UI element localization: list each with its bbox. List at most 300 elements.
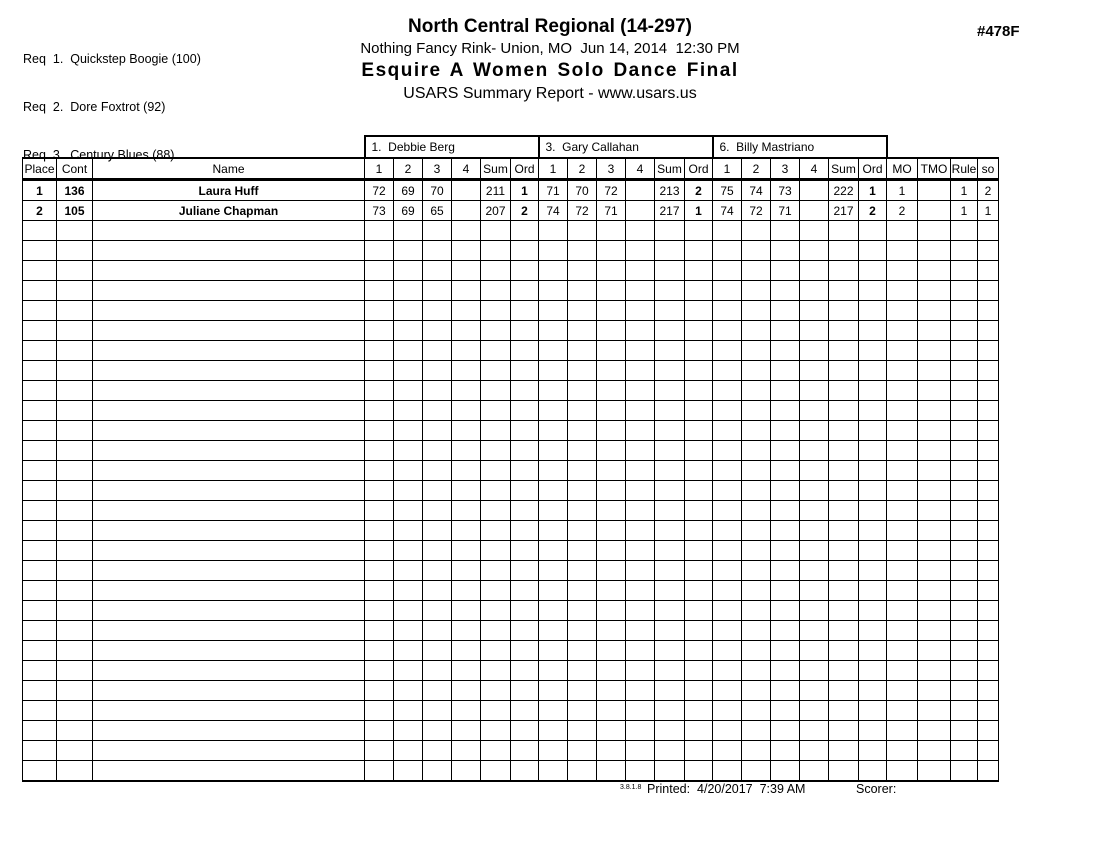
empty-cell (918, 461, 951, 481)
empty-cell (742, 501, 771, 521)
empty-cell (742, 241, 771, 261)
empty-cell (597, 521, 626, 541)
score-cell: 70 (423, 180, 452, 201)
empty-cell (23, 681, 57, 701)
empty-cell (568, 341, 597, 361)
empty-cell (23, 341, 57, 361)
empty-cell (655, 581, 685, 601)
empty-cell (859, 641, 887, 661)
empty-row (23, 341, 999, 361)
empty-cell (887, 401, 918, 421)
empty-cell (423, 281, 452, 301)
empty-cell (568, 461, 597, 481)
empty-cell (597, 221, 626, 241)
empty-cell (394, 761, 423, 782)
empty-cell (394, 381, 423, 401)
j2-mark-3-header: 3 (597, 158, 626, 180)
report-subtitle: USARS Summary Report - www.usars.us (403, 85, 697, 102)
empty-cell (713, 481, 742, 501)
score-cell: 73 (365, 201, 394, 221)
empty-cell (423, 221, 452, 241)
place-header: Place (23, 158, 57, 180)
empty-cell (685, 241, 713, 261)
empty-cell (655, 221, 685, 241)
empty-cell (597, 581, 626, 601)
empty-cell (951, 601, 978, 621)
empty-cell (452, 741, 481, 761)
empty-cell (918, 321, 951, 341)
empty-cell (57, 481, 93, 501)
empty-cell (918, 341, 951, 361)
empty-cell (887, 221, 918, 241)
empty-cell (918, 641, 951, 661)
empty-cell (742, 721, 771, 741)
empty-cell (511, 561, 539, 581)
empty-cell (771, 501, 800, 521)
empty-row (23, 581, 999, 601)
empty-row (23, 541, 999, 561)
empty-cell (918, 561, 951, 581)
empty-cell (23, 741, 57, 761)
empty-cell (887, 521, 918, 541)
empty-cell (423, 661, 452, 681)
empty-cell (452, 681, 481, 701)
empty-cell (394, 401, 423, 421)
empty-cell (742, 581, 771, 601)
empty-cell (655, 261, 685, 281)
name-cell: Laura Huff (93, 180, 365, 201)
empty-cell (978, 381, 999, 401)
skater-row (23, 201, 999, 221)
empty-cell (481, 241, 511, 261)
empty-cell (452, 361, 481, 381)
empty-cell (918, 621, 951, 641)
mo-header: MO (887, 158, 918, 180)
empty-cell (685, 541, 713, 561)
empty-cell (978, 341, 999, 361)
empty-cell (23, 281, 57, 301)
empty-cell (57, 261, 93, 281)
empty-cell (452, 561, 481, 581)
empty-cell (511, 221, 539, 241)
empty-cell (93, 721, 365, 741)
empty-cell (978, 361, 999, 381)
empty-cell (829, 521, 859, 541)
empty-cell (481, 281, 511, 301)
empty-cell (918, 501, 951, 521)
empty-cell (771, 761, 800, 782)
empty-cell (481, 721, 511, 741)
score-cell (626, 180, 655, 201)
so-header: so (978, 158, 999, 180)
empty-cell (859, 401, 887, 421)
empty-cell (713, 381, 742, 401)
empty-cell (951, 301, 978, 321)
printed-timestamp: Printed: 4/20/2017 7:39 AM (647, 782, 806, 796)
empty-cell (57, 701, 93, 721)
empty-cell (57, 421, 93, 441)
empty-cell (655, 441, 685, 461)
empty-cell (742, 481, 771, 501)
skater-row (23, 180, 999, 201)
empty-cell (859, 481, 887, 501)
empty-cell (829, 601, 859, 621)
empty-cell (859, 381, 887, 401)
empty-cell (859, 661, 887, 681)
empty-cell (859, 261, 887, 281)
empty-cell (597, 501, 626, 521)
empty-cell (742, 381, 771, 401)
empty-cell (423, 421, 452, 441)
empty-cell (23, 261, 57, 281)
empty-cell (800, 701, 829, 721)
empty-cell (57, 681, 93, 701)
rule-cell: 1 (951, 180, 978, 201)
empty-cell (452, 421, 481, 441)
empty-cell (511, 661, 539, 681)
empty-cell (365, 441, 394, 461)
empty-cell (685, 441, 713, 461)
empty-cell (539, 681, 568, 701)
empty-cell (481, 581, 511, 601)
empty-cell (951, 381, 978, 401)
cont-cell: 136 (57, 180, 93, 201)
empty-cell (978, 441, 999, 461)
empty-cell (859, 621, 887, 641)
empty-cell (568, 681, 597, 701)
empty-cell (713, 321, 742, 341)
name-cell: Juliane Chapman (93, 201, 365, 221)
score-table-body (23, 136, 999, 781)
empty-cell (93, 401, 365, 421)
j3-mark-1-header: 1 (713, 158, 742, 180)
empty-cell (771, 361, 800, 381)
empty-cell (771, 221, 800, 241)
empty-cell (655, 621, 685, 641)
empty-cell (539, 621, 568, 641)
empty-cell (626, 381, 655, 401)
empty-cell (57, 661, 93, 681)
empty-cell (713, 701, 742, 721)
empty-cell (713, 361, 742, 381)
empty-cell (713, 421, 742, 441)
empty-cell (887, 761, 918, 782)
empty-cell (859, 321, 887, 341)
empty-cell (597, 741, 626, 761)
empty-cell (511, 501, 539, 521)
empty-cell (742, 601, 771, 621)
empty-cell (481, 741, 511, 761)
empty-cell (365, 381, 394, 401)
empty-cell (597, 321, 626, 341)
empty-cell (597, 541, 626, 561)
empty-cell (771, 381, 800, 401)
empty-cell (742, 621, 771, 641)
score-cell: 71 (771, 201, 800, 221)
empty-cell (365, 461, 394, 481)
empty-row (23, 681, 999, 701)
empty-cell (655, 321, 685, 341)
empty-cell (511, 361, 539, 381)
empty-cell (568, 521, 597, 541)
empty-cell (511, 421, 539, 441)
empty-cell (511, 481, 539, 501)
empty-cell (93, 621, 365, 641)
empty-cell (57, 501, 93, 521)
empty-cell (568, 401, 597, 421)
empty-cell (859, 221, 887, 241)
rule-header: Rule (951, 158, 978, 180)
empty-cell (423, 761, 452, 782)
empty-cell (626, 581, 655, 601)
empty-cell (713, 601, 742, 621)
sum-cell: 217 (655, 201, 685, 221)
empty-row (23, 321, 999, 341)
software-version: 3.8.1.8 (620, 784, 642, 791)
empty-cell (978, 701, 999, 721)
empty-cell (423, 581, 452, 601)
empty-row (23, 461, 999, 481)
empty-cell (93, 341, 365, 361)
empty-cell (481, 301, 511, 321)
empty-cell (57, 241, 93, 261)
j3-mark-2-header: 2 (742, 158, 771, 180)
j1-mark-1-header: 1 (365, 158, 394, 180)
empty-cell (626, 261, 655, 281)
empty-cell (742, 641, 771, 661)
ord-cell: 1 (511, 180, 539, 201)
empty-cell (713, 261, 742, 281)
empty-cell (597, 621, 626, 641)
empty-cell (800, 381, 829, 401)
empty-cell (539, 601, 568, 621)
empty-cell (978, 481, 999, 501)
empty-cell (951, 261, 978, 281)
empty-cell (481, 501, 511, 521)
score-cell (800, 201, 829, 221)
empty-cell (951, 241, 978, 261)
empty-cell (597, 661, 626, 681)
empty-cell (685, 661, 713, 681)
empty-cell (365, 681, 394, 701)
empty-cell (23, 241, 57, 261)
empty-cell (685, 401, 713, 421)
empty-cell (394, 621, 423, 641)
score-cell: 72 (742, 201, 771, 221)
empty-cell (511, 681, 539, 701)
empty-cell (887, 421, 918, 441)
empty-cell (481, 421, 511, 441)
empty-cell (394, 721, 423, 741)
empty-cell (568, 721, 597, 741)
empty-cell (626, 481, 655, 501)
empty-cell (93, 361, 365, 381)
empty-cell (859, 241, 887, 261)
empty-cell (423, 641, 452, 661)
mo-cell: 1 (887, 180, 918, 201)
empty-cell (742, 701, 771, 721)
empty-row (23, 481, 999, 501)
empty-cell (800, 621, 829, 641)
empty-row (23, 441, 999, 461)
empty-cell (771, 681, 800, 701)
empty-cell (918, 541, 951, 561)
empty-cell (23, 521, 57, 541)
empty-cell (800, 421, 829, 441)
empty-cell (918, 581, 951, 601)
empty-cell (859, 601, 887, 621)
empty-cell (713, 741, 742, 761)
score-cell: 72 (597, 180, 626, 201)
empty-cell (685, 681, 713, 701)
empty-cell (626, 621, 655, 641)
empty-cell (655, 361, 685, 381)
place-cell: 1 (23, 180, 57, 201)
empty-cell (394, 221, 423, 241)
empty-cell (887, 461, 918, 481)
empty-cell (829, 481, 859, 501)
empty-cell (23, 461, 57, 481)
empty-cell (481, 441, 511, 461)
empty-cell (365, 661, 394, 681)
empty-row (23, 501, 999, 521)
empty-cell (685, 741, 713, 761)
empty-cell (23, 481, 57, 501)
empty-cell (568, 761, 597, 782)
empty-cell (655, 761, 685, 782)
empty-cell (742, 741, 771, 761)
empty-cell (511, 721, 539, 741)
empty-cell (626, 721, 655, 741)
empty-cell (57, 761, 93, 782)
empty-cell (365, 221, 394, 241)
empty-cell (918, 281, 951, 301)
empty-cell (23, 601, 57, 621)
empty-cell (365, 741, 394, 761)
empty-cell (626, 241, 655, 261)
empty-row (23, 601, 999, 621)
empty-cell (597, 261, 626, 281)
empty-cell (481, 401, 511, 421)
empty-cell (481, 641, 511, 661)
empty-cell (481, 541, 511, 561)
empty-cell (918, 221, 951, 241)
empty-cell (365, 521, 394, 541)
empty-cell (887, 281, 918, 301)
empty-cell (568, 421, 597, 441)
required-dance-3: Req 3. Century Blues (88) (23, 148, 175, 162)
column-header-row (23, 158, 999, 180)
empty-cell (951, 441, 978, 461)
empty-cell (829, 421, 859, 441)
empty-cell (951, 341, 978, 361)
empty-cell (887, 361, 918, 381)
empty-cell (481, 221, 511, 241)
empty-cell (57, 301, 93, 321)
empty-cell (511, 441, 539, 461)
empty-cell (771, 481, 800, 501)
empty-cell (597, 341, 626, 361)
empty-cell (23, 421, 57, 441)
empty-cell (93, 581, 365, 601)
empty-cell (887, 681, 918, 701)
empty-cell (713, 521, 742, 541)
empty-cell (978, 681, 999, 701)
empty-cell (978, 241, 999, 261)
empty-cell (829, 361, 859, 381)
empty-cell (511, 581, 539, 601)
rule-cell: 1 (951, 201, 978, 221)
empty-cell (829, 461, 859, 481)
ord-cell: 1 (859, 180, 887, 201)
empty-cell (57, 561, 93, 581)
empty-cell (597, 421, 626, 441)
place-cell: 2 (23, 201, 57, 221)
empty-cell (93, 321, 365, 341)
empty-cell (951, 501, 978, 521)
empty-cell (539, 221, 568, 241)
empty-cell (423, 341, 452, 361)
empty-cell (452, 281, 481, 301)
empty-cell (713, 301, 742, 321)
empty-cell (93, 421, 365, 441)
empty-cell (713, 281, 742, 301)
empty-cell (511, 601, 539, 621)
empty-cell (423, 381, 452, 401)
empty-cell (859, 721, 887, 741)
empty-cell (685, 381, 713, 401)
empty-cell (423, 721, 452, 741)
empty-row (23, 221, 999, 241)
empty-cell (655, 501, 685, 521)
empty-cell (800, 681, 829, 701)
empty-cell (539, 241, 568, 261)
empty-cell (685, 261, 713, 281)
empty-cell (539, 481, 568, 501)
empty-cell (859, 441, 887, 461)
empty-cell (481, 481, 511, 501)
empty-cell (568, 701, 597, 721)
empty-cell (23, 581, 57, 601)
empty-cell (951, 521, 978, 541)
empty-cell (394, 661, 423, 681)
empty-cell (423, 741, 452, 761)
empty-cell (800, 361, 829, 381)
empty-cell (93, 501, 365, 521)
empty-cell (626, 521, 655, 541)
empty-cell (978, 281, 999, 301)
empty-cell (713, 661, 742, 681)
empty-cell (568, 321, 597, 341)
empty-cell (394, 461, 423, 481)
empty-cell (394, 281, 423, 301)
empty-cell (829, 641, 859, 661)
score-table (22, 135, 999, 782)
empty-cell (742, 361, 771, 381)
empty-cell (742, 441, 771, 461)
empty-cell (829, 561, 859, 581)
empty-cell (685, 341, 713, 361)
empty-cell (713, 561, 742, 581)
empty-cell (859, 541, 887, 561)
empty-cell (800, 261, 829, 281)
empty-cell (742, 341, 771, 361)
score-cell: 74 (539, 201, 568, 221)
empty-cell (452, 541, 481, 561)
empty-cell (800, 581, 829, 601)
empty-cell (655, 541, 685, 561)
empty-cell (800, 721, 829, 741)
